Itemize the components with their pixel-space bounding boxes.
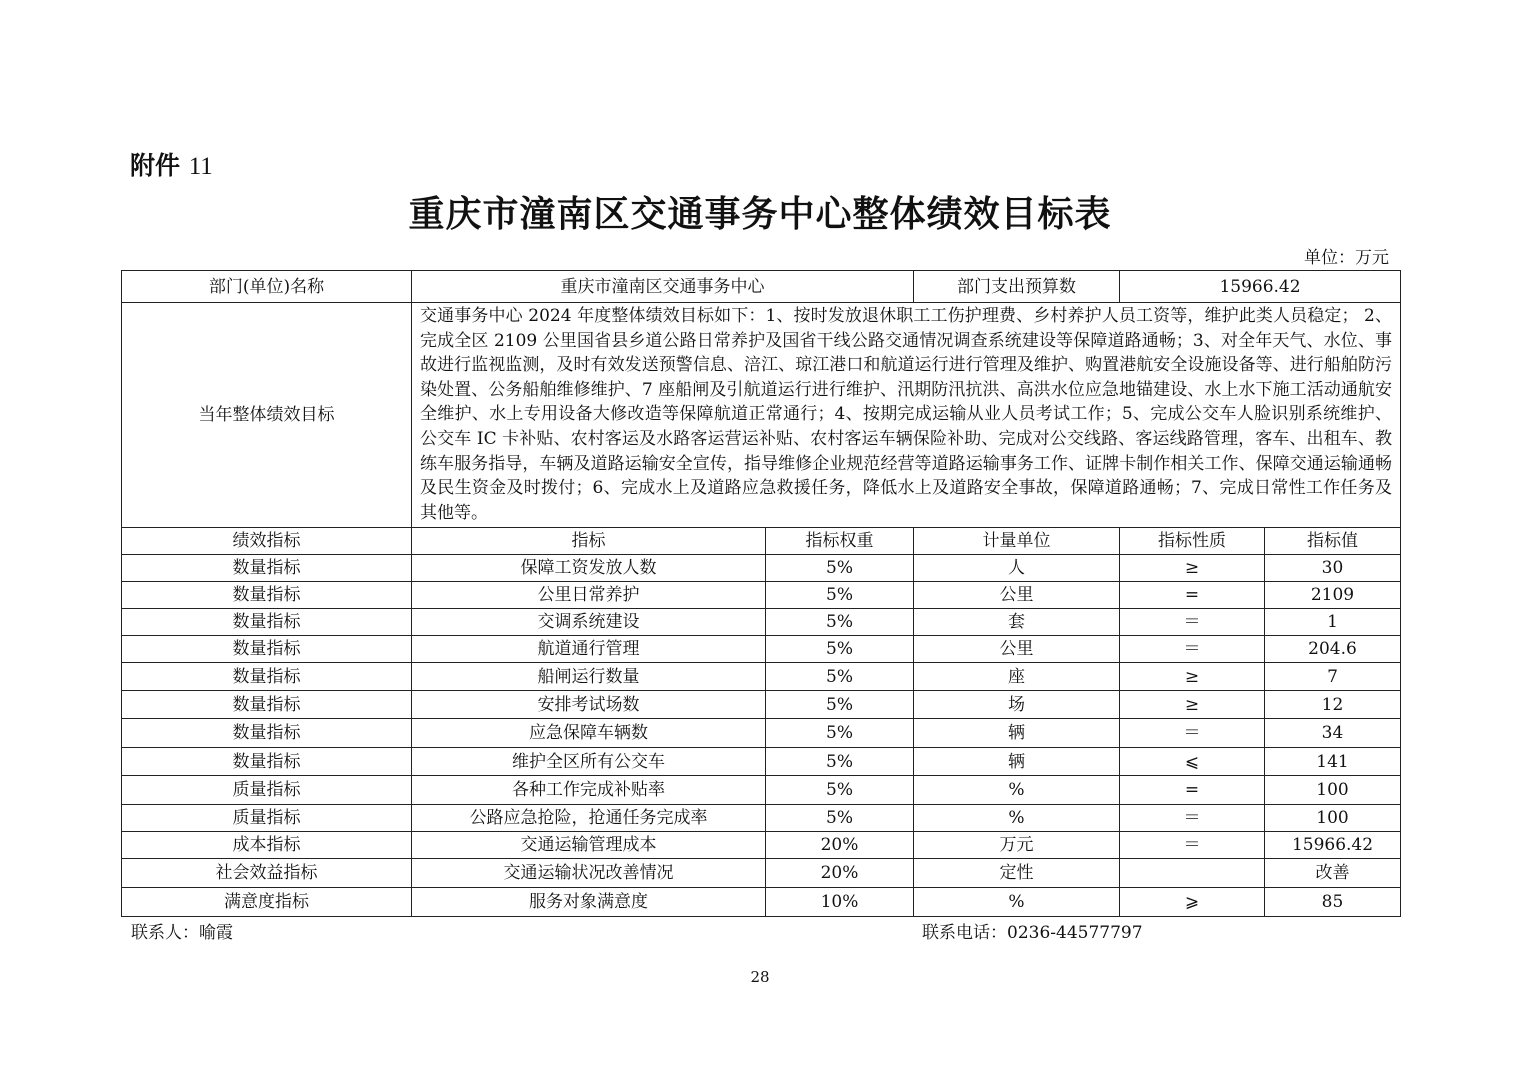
dept-label-cell: 部门(单位)名称 xyxy=(122,271,412,303)
indicator-name-cell: 公路应急抢险，抢通任务完成率 xyxy=(412,805,766,832)
indicator-name-cell: 安排考试场数 xyxy=(412,691,766,719)
indicator-unit-cell: 万元 xyxy=(914,832,1120,859)
indicator-value-cell: 100 xyxy=(1265,776,1401,805)
indicator-nature-cell: ＝ xyxy=(1120,832,1265,859)
contact-phone: 联系电话：0236-44577797 xyxy=(922,923,1143,943)
table-row xyxy=(122,609,1401,636)
indicator-category-cell: 数量指标 xyxy=(122,748,412,776)
indicator-nature-cell: ＝ xyxy=(1120,636,1265,663)
indicator-name-cell: 交通运输状况改善情况 xyxy=(412,859,766,888)
budget-label-cell: 部门支出预算数 xyxy=(914,271,1120,303)
table-row xyxy=(122,582,1401,609)
table-row xyxy=(122,859,1401,888)
indicator-name-cell: 船闸运行数量 xyxy=(412,663,766,691)
column-header: 指标权重 xyxy=(766,528,914,555)
indicator-unit-cell: 辆 xyxy=(914,748,1120,776)
indicator-nature-cell: ≥ xyxy=(1120,691,1265,719)
table-row xyxy=(122,888,1401,917)
page-number: 28 xyxy=(750,968,770,986)
indicator-weight-cell: 5% xyxy=(766,748,914,776)
indicator-value-cell: 12 xyxy=(1265,691,1401,719)
indicator-category-cell: 社会效益指标 xyxy=(122,859,412,888)
indicator-name-cell: 交调系统建设 xyxy=(412,609,766,636)
indicator-category-cell: 满意度指标 xyxy=(122,888,412,917)
indicator-unit-cell: 座 xyxy=(914,663,1120,691)
indicator-unit-cell: 定性 xyxy=(914,859,1120,888)
indicator-category-cell: 数量指标 xyxy=(122,555,412,582)
indicator-name-cell: 公里日常养护 xyxy=(412,582,766,609)
page-title: 重庆市潼南区交通事务中心整体绩效目标表 xyxy=(408,194,1112,235)
indicator-nature-cell: ≥ xyxy=(1120,555,1265,582)
indicator-weight-cell: 10% xyxy=(766,888,914,917)
indicator-value-cell: 7 xyxy=(1265,663,1401,691)
indicator-name-cell: 保障工资发放人数 xyxy=(412,555,766,582)
header-row xyxy=(122,271,1401,303)
indicator-unit-cell: % xyxy=(914,776,1120,805)
indicator-nature-cell xyxy=(1120,859,1265,888)
indicator-category-cell: 数量指标 xyxy=(122,719,412,748)
indicator-name-cell: 各种工作完成补贴率 xyxy=(412,776,766,805)
indicator-value-cell: 1 xyxy=(1265,609,1401,636)
indicator-unit-cell: 套 xyxy=(914,609,1120,636)
indicator-value-cell: 100 xyxy=(1265,805,1401,832)
indicator-nature-cell: ＝ xyxy=(1120,805,1265,832)
goal-text-cell: 交通事务中心 2024 年度整体绩效目标如下：1、按时发放退休职工工伤护理费、乡村养护人员工资等，维护此类人员稳定； 2、完成全区 2109 公里国省县乡道公路日常养护及国省干线公路交通情况调查系统建设等保障道路通畅；3、对全年天气、水位、事故进行监视监测，及时有效发送预警信息、涪江、琼江港口和航道运行进行管理及维护、购置港航安全设施设备等、进行船舶防污染处置、公务船舶维修维护、7 座船闸及引航道运行进行维护、汛期防汛抗洪、高洪水位应急地锚建设、水上水下施工活动通航安全维护、水上专用设备大修改造等保障航道正常通行；4、按期完成运输从业人员考试工作；5、完成公交车人脸识别系统维护、公交车 IC 卡补贴、农村客运及水路客运营运补贴、农村客运车辆保险补助、完成对公交线路、客运线路管理，客车、出租车、教练车服务指导，车辆及道路运输安全宣传，指导维修企业规范经营等道路运输事务工作、证牌卡制作相关工作、保障交通运输通畅及民生资金及时拨付；6、完成水上及道路应急救援任务，降低水上及道路安全事故，保障道路通畅；7、完成日常性工作任务及其他等。 xyxy=(412,303,1401,528)
column-header: 指标值 xyxy=(1265,528,1401,555)
attachment-number: 11 xyxy=(188,153,213,180)
attachment-text: 附件 xyxy=(130,151,181,180)
indicator-nature-cell: = xyxy=(1120,582,1265,609)
indicator-value-cell: 34 xyxy=(1265,719,1401,748)
indicator-nature-cell: ＝ xyxy=(1120,719,1265,748)
indicator-weight-cell: 20% xyxy=(766,832,914,859)
table-row xyxy=(122,636,1401,663)
indicator-value-cell: 30 xyxy=(1265,555,1401,582)
column-header: 指标性质 xyxy=(1120,528,1265,555)
indicator-unit-cell: 公里 xyxy=(914,582,1120,609)
indicator-name-cell: 航道通行管理 xyxy=(412,636,766,663)
indicator-nature-cell: = xyxy=(1120,776,1265,805)
indicator-category-cell: 质量指标 xyxy=(122,776,412,805)
indicator-unit-cell: 公里 xyxy=(914,636,1120,663)
dept-name-cell: 重庆市潼南区交通事务中心 xyxy=(412,271,914,303)
table-row xyxy=(122,805,1401,832)
budget-value-cell: 15966.42 xyxy=(1120,271,1401,303)
indicator-name-cell: 交通运输管理成本 xyxy=(412,832,766,859)
indicator-weight-cell: 5% xyxy=(766,663,914,691)
indicator-category-cell: 成本指标 xyxy=(122,832,412,859)
performance-table xyxy=(121,270,1401,917)
table-row xyxy=(122,776,1401,805)
indicator-weight-cell: 5% xyxy=(766,582,914,609)
indicator-unit-cell: % xyxy=(914,888,1120,917)
column-header: 绩效指标 xyxy=(122,528,412,555)
indicator-value-cell: 141 xyxy=(1265,748,1401,776)
unit-label: 单位：万元 xyxy=(1304,248,1389,268)
indicator-unit-cell: % xyxy=(914,805,1120,832)
indicator-category-cell: 数量指标 xyxy=(122,663,412,691)
indicator-category-cell: 数量指标 xyxy=(122,582,412,609)
indicator-name-cell: 应急保障车辆数 xyxy=(412,719,766,748)
indicator-value-cell: 85 xyxy=(1265,888,1401,917)
indicator-weight-cell: 5% xyxy=(766,805,914,832)
column-header-row xyxy=(122,528,1401,555)
indicator-category-cell: 数量指标 xyxy=(122,609,412,636)
indicator-value-cell: 改善 xyxy=(1265,859,1401,888)
table-row xyxy=(122,691,1401,719)
indicator-weight-cell: 5% xyxy=(766,609,914,636)
indicator-category-cell: 数量指标 xyxy=(122,636,412,663)
indicator-weight-cell: 5% xyxy=(766,776,914,805)
indicator-weight-cell: 5% xyxy=(766,636,914,663)
attachment-label xyxy=(130,146,213,182)
indicator-unit-cell: 场 xyxy=(914,691,1120,719)
indicator-weight-cell: 5% xyxy=(766,691,914,719)
indicator-nature-cell: ⩽ xyxy=(1120,748,1265,776)
indicator-value-cell: 204.6 xyxy=(1265,636,1401,663)
table-row xyxy=(122,663,1401,691)
table-row xyxy=(122,748,1401,776)
table-row xyxy=(122,832,1401,859)
indicator-weight-cell: 5% xyxy=(766,555,914,582)
indicator-weight-cell: 20% xyxy=(766,859,914,888)
table-row xyxy=(122,555,1401,582)
indicator-category-cell: 质量指标 xyxy=(122,805,412,832)
indicator-value-cell: 15966.42 xyxy=(1265,832,1401,859)
indicator-name-cell: 服务对象满意度 xyxy=(412,888,766,917)
contact-person: 联系人：喻霞 xyxy=(131,923,233,943)
indicator-unit-cell: 辆 xyxy=(914,719,1120,748)
goal-row xyxy=(122,303,1401,528)
indicator-nature-cell: ⩾ xyxy=(1120,888,1265,917)
column-header: 计量单位 xyxy=(914,528,1120,555)
indicator-nature-cell: ≥ xyxy=(1120,663,1265,691)
indicator-value-cell: 2109 xyxy=(1265,582,1401,609)
indicator-nature-cell: ＝ xyxy=(1120,609,1265,636)
table-row xyxy=(122,719,1401,748)
column-header: 指标 xyxy=(412,528,766,555)
indicator-category-cell: 数量指标 xyxy=(122,691,412,719)
indicator-unit-cell: 人 xyxy=(914,555,1120,582)
indicator-weight-cell: 5% xyxy=(766,719,914,748)
indicator-name-cell: 维护全区所有公交车 xyxy=(412,748,766,776)
goal-label-cell: 当年整体绩效目标 xyxy=(122,303,412,528)
